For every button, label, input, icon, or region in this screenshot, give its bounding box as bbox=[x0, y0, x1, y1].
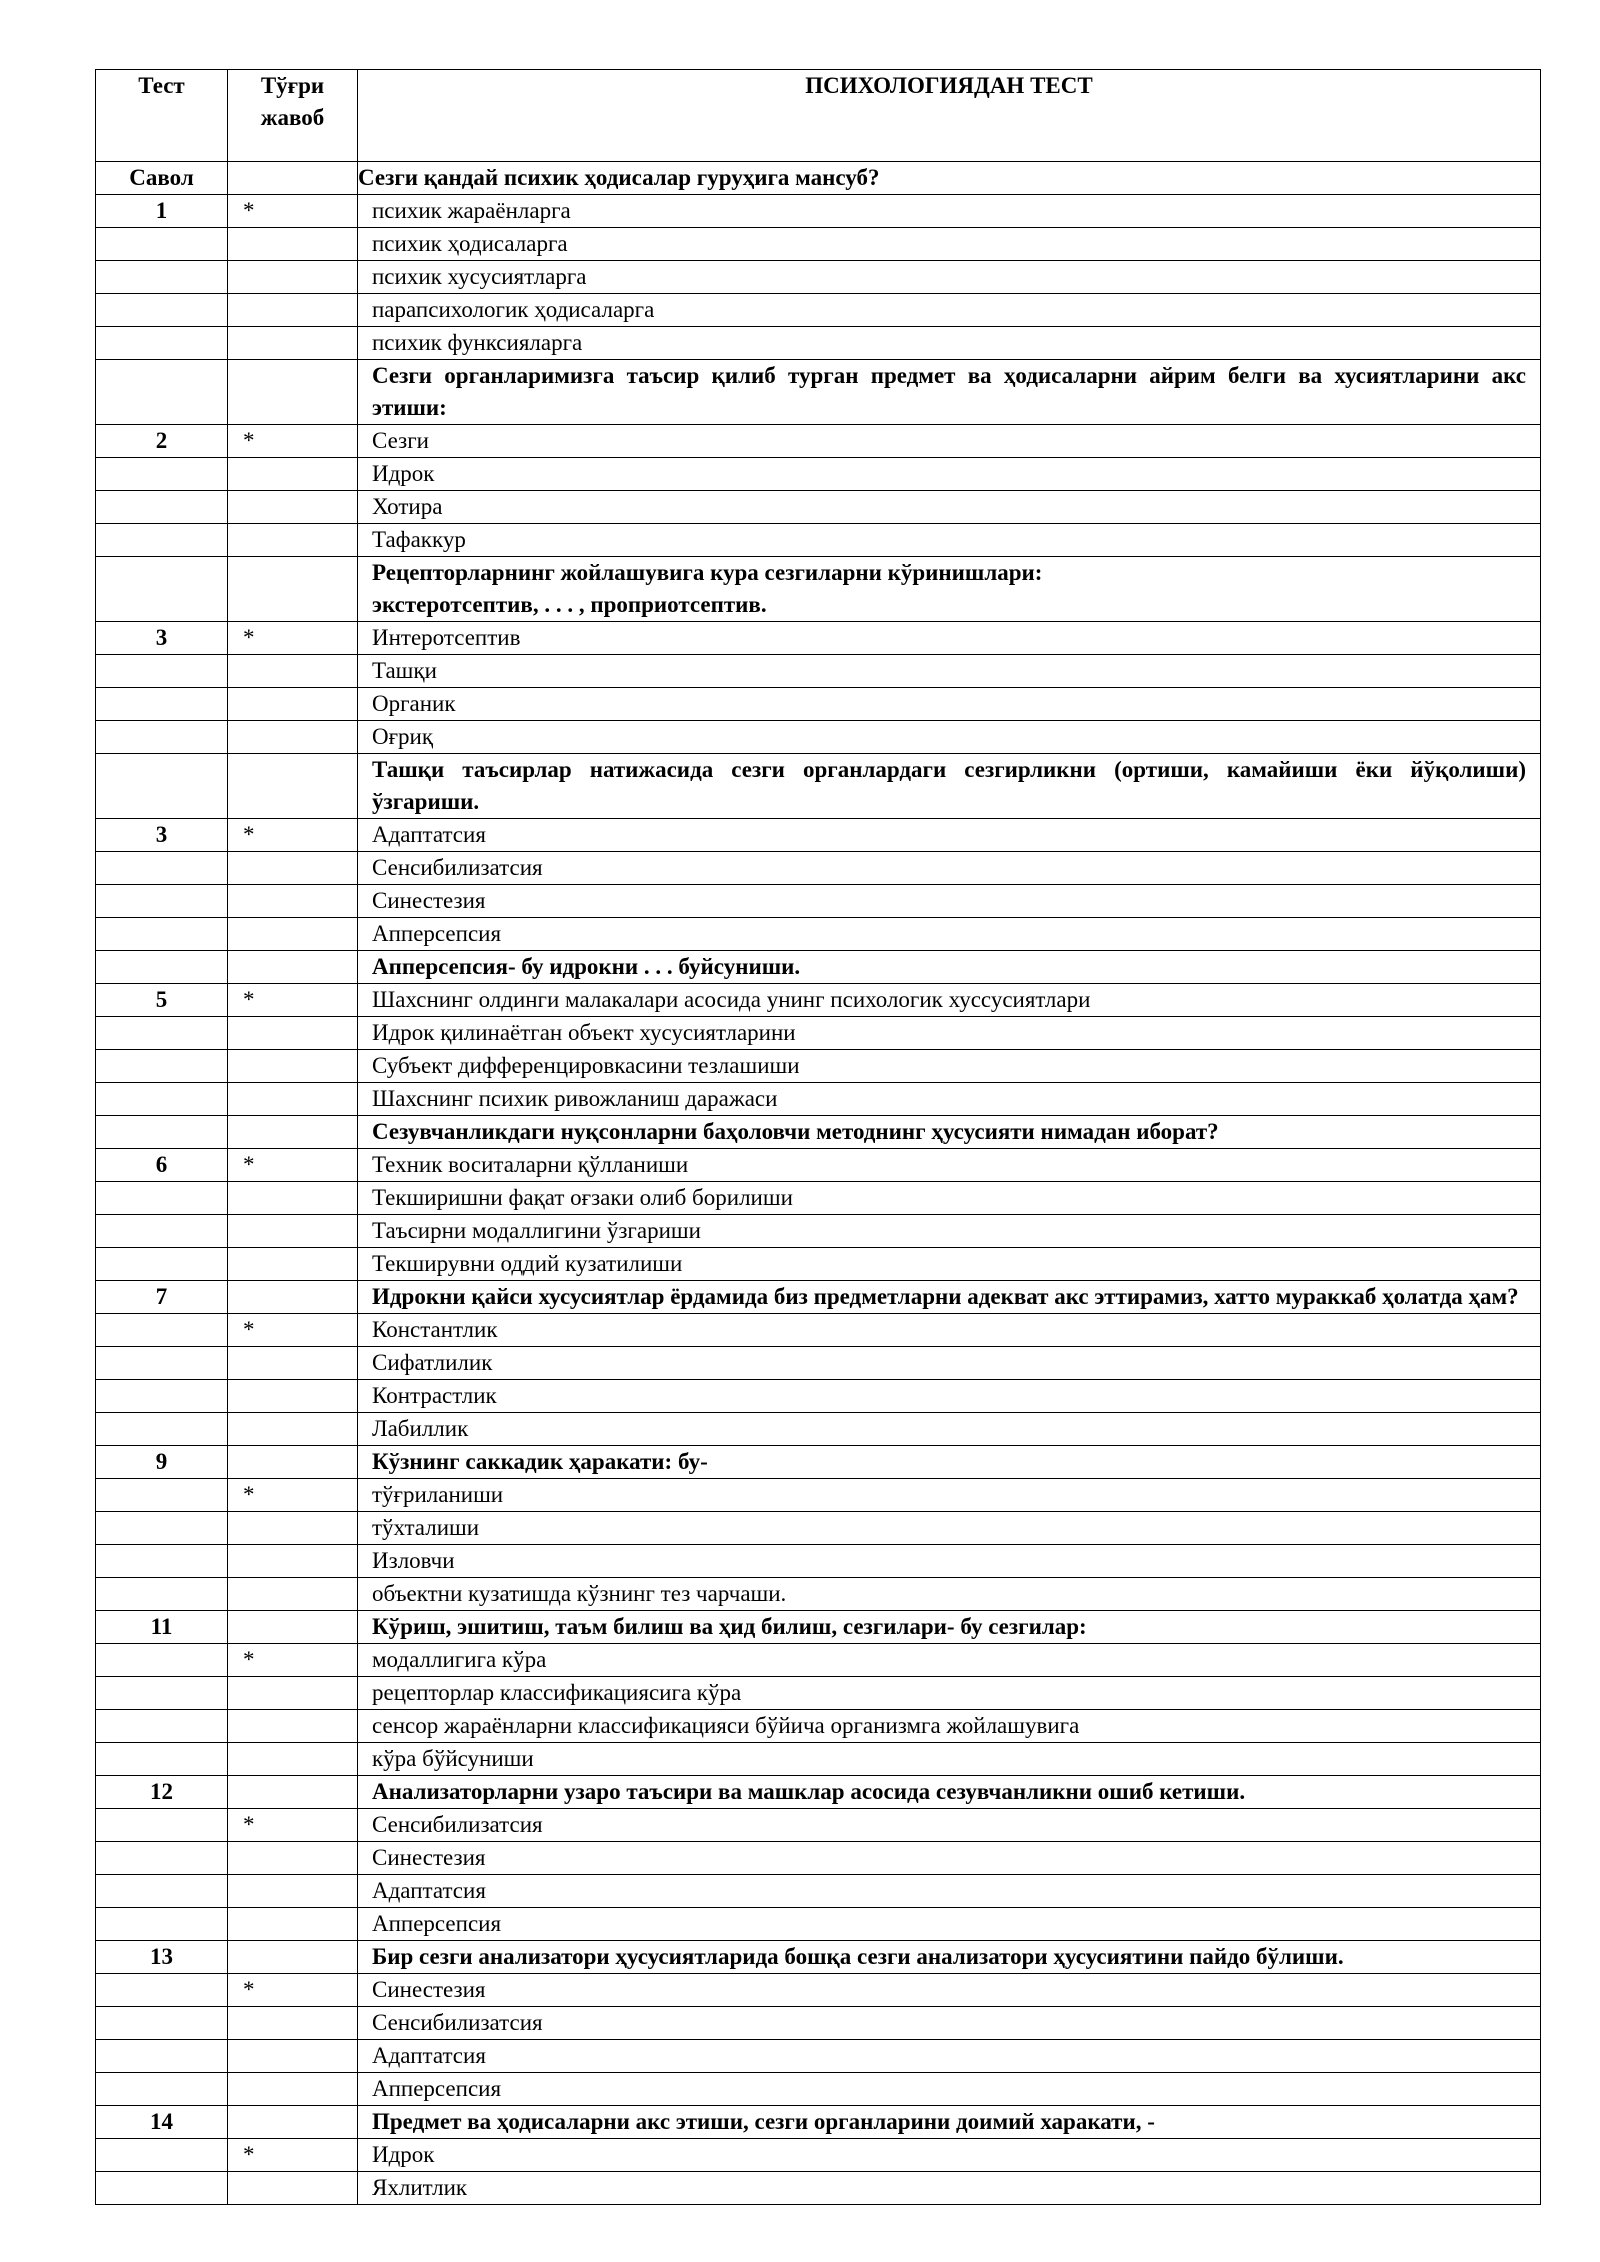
question-row bbox=[96, 1116, 1541, 1149]
answer-row bbox=[96, 1710, 1541, 1743]
question-number bbox=[96, 1908, 228, 1941]
question-number bbox=[96, 524, 228, 557]
answer-option-text: Сифатлилик bbox=[358, 1347, 1541, 1380]
answer-row bbox=[96, 852, 1541, 885]
answer-option-text: психик жараёнларга bbox=[358, 195, 1541, 228]
answer-row bbox=[96, 458, 1541, 491]
correct-answer-mark bbox=[228, 1050, 358, 1083]
question-number: 7 bbox=[96, 1281, 228, 1314]
correct-answer-mark: * bbox=[228, 425, 358, 458]
question-number bbox=[96, 458, 228, 491]
question-number bbox=[96, 2007, 228, 2040]
answer-option-text: Апперсепсия bbox=[358, 1908, 1541, 1941]
answer-option-text: Изловчи bbox=[358, 1545, 1541, 1578]
answer-row bbox=[96, 1182, 1541, 1215]
question-row bbox=[96, 360, 1541, 425]
answer-option-text: Апперсепсия bbox=[358, 2073, 1541, 2106]
answer-row bbox=[96, 425, 1541, 458]
answer-option-text: Органик bbox=[358, 688, 1541, 721]
answer-row bbox=[96, 1908, 1541, 1941]
correct-answer-mark: * bbox=[228, 984, 358, 1017]
correct-answer-mark bbox=[228, 1182, 358, 1215]
correct-answer-mark bbox=[228, 1083, 358, 1116]
question-number bbox=[96, 1347, 228, 1380]
question-number bbox=[96, 2172, 228, 2205]
correct-answer-mark bbox=[228, 1380, 358, 1413]
correct-answer-mark bbox=[228, 1677, 358, 1710]
question-number bbox=[96, 1974, 228, 2007]
correct-answer-mark: * bbox=[228, 622, 358, 655]
question-text: Апперсепсия- бу идрокни . . . буйсуниши. bbox=[358, 951, 1541, 984]
correct-answer-mark bbox=[228, 1281, 358, 1314]
correct-answer-mark bbox=[228, 1413, 358, 1446]
answer-row bbox=[96, 1347, 1541, 1380]
answer-row bbox=[96, 261, 1541, 294]
question-number: 5 bbox=[96, 984, 228, 1017]
question-row bbox=[96, 1776, 1541, 1809]
answer-option-text: Синестезия bbox=[358, 885, 1541, 918]
correct-answer-mark bbox=[228, 1545, 358, 1578]
header-row bbox=[96, 70, 1541, 162]
answer-row bbox=[96, 655, 1541, 688]
answer-row bbox=[96, 1380, 1541, 1413]
answer-row bbox=[96, 1974, 1541, 2007]
answer-row bbox=[96, 195, 1541, 228]
question-text: Сезги органларимизга таъсир қилиб турган предмет ва ҳодисаларни айрим белги ва хусиятларини акс этиши: bbox=[358, 360, 1541, 425]
question-number bbox=[96, 1512, 228, 1545]
answer-row bbox=[96, 1743, 1541, 1776]
correct-answer-mark bbox=[228, 1776, 358, 1809]
answer-row bbox=[96, 228, 1541, 261]
answer-row bbox=[96, 1149, 1541, 1182]
answer-row bbox=[96, 1545, 1541, 1578]
answer-option-text: Хотира bbox=[358, 491, 1541, 524]
answer-row bbox=[96, 1809, 1541, 1842]
correct-answer-mark: * bbox=[228, 195, 358, 228]
question-number bbox=[96, 2040, 228, 2073]
correct-answer-mark bbox=[228, 524, 358, 557]
answer-option-text: Сезги bbox=[358, 425, 1541, 458]
question-row bbox=[96, 1281, 1541, 1314]
answer-option-text: Техник воситаларни қўлланиши bbox=[358, 1149, 1541, 1182]
question-number bbox=[96, 1875, 228, 1908]
question-number: 11 bbox=[96, 1611, 228, 1644]
correct-answer-mark bbox=[228, 1941, 358, 1974]
question-number bbox=[96, 852, 228, 885]
question-number bbox=[96, 2139, 228, 2172]
question-number bbox=[96, 1677, 228, 1710]
question-number bbox=[96, 688, 228, 721]
correct-answer-mark: * bbox=[228, 1479, 358, 1512]
question-number bbox=[96, 754, 228, 819]
answer-row bbox=[96, 622, 1541, 655]
correct-answer-mark: * bbox=[228, 1809, 358, 1842]
question-number bbox=[96, 1050, 228, 1083]
correct-answer-mark bbox=[228, 918, 358, 951]
question-header-row bbox=[96, 162, 1541, 195]
answer-column-header: Тўғри жавоб bbox=[228, 70, 358, 162]
correct-answer-mark bbox=[228, 1842, 358, 1875]
correct-answer-mark: * bbox=[228, 1149, 358, 1182]
question-number bbox=[96, 327, 228, 360]
answer-row bbox=[96, 294, 1541, 327]
correct-answer-mark bbox=[228, 1446, 358, 1479]
answer-option-text: объектни кузатишда кўзнинг тез чарчаши. bbox=[358, 1578, 1541, 1611]
answer-row bbox=[96, 885, 1541, 918]
question-text: Идрокни қайси хусусиятлар ёрдамида биз предметларни адекват акс эттирамиз, хатто мураккаб ҳолатда ҳам? bbox=[358, 1281, 1541, 1314]
answer-option-text: Оғриқ bbox=[358, 721, 1541, 754]
answer-option-text: Таъсирни модаллигини ўзгариши bbox=[358, 1215, 1541, 1248]
answer-option-text: Идрок bbox=[358, 2139, 1541, 2172]
question-number bbox=[96, 1215, 228, 1248]
answer-option-text: Интеротсептив bbox=[358, 622, 1541, 655]
answer-row bbox=[96, 524, 1541, 557]
correct-answer-mark bbox=[228, 1116, 358, 1149]
correct-answer-mark bbox=[228, 2040, 358, 2073]
question-number: 9 bbox=[96, 1446, 228, 1479]
answer-option-text: Контрастлик bbox=[358, 1380, 1541, 1413]
question-number bbox=[96, 1083, 228, 1116]
answer-option-text: Текширишни фақат оғзаки олиб борилиши bbox=[358, 1182, 1541, 1215]
question-number: 2 bbox=[96, 425, 228, 458]
page-title: ПСИХОЛОГИЯДАН ТЕСТ bbox=[358, 70, 1541, 162]
answer-option-text: Синестезия bbox=[358, 1974, 1541, 2007]
correct-answer-mark bbox=[228, 2106, 358, 2139]
answer-row bbox=[96, 1050, 1541, 1083]
answer-option-text: Сенсибилизатсия bbox=[358, 852, 1541, 885]
answer-row bbox=[96, 1413, 1541, 1446]
answer-option-text: Ташқи bbox=[358, 655, 1541, 688]
correct-answer-mark bbox=[228, 491, 358, 524]
question-number bbox=[96, 1248, 228, 1281]
question-row bbox=[96, 1941, 1541, 1974]
correct-answer-mark bbox=[228, 327, 358, 360]
question-number bbox=[96, 1809, 228, 1842]
question-column-label: Савол bbox=[96, 162, 228, 195]
correct-answer-mark: * bbox=[228, 2139, 358, 2172]
question-text: Кўзнинг саккадик ҳаракати: бу- bbox=[358, 1446, 1541, 1479]
answer-option-text: Идрок қилинаётган объект хусусиятларини bbox=[358, 1017, 1541, 1050]
correct-answer-mark bbox=[228, 458, 358, 491]
question-number bbox=[96, 294, 228, 327]
answer-row bbox=[96, 1677, 1541, 1710]
correct-answer-mark bbox=[228, 261, 358, 294]
question-number bbox=[96, 1017, 228, 1050]
correct-answer-mark bbox=[228, 2073, 358, 2106]
answer-row bbox=[96, 721, 1541, 754]
correct-answer-mark bbox=[228, 655, 358, 688]
question-number bbox=[96, 918, 228, 951]
correct-answer-mark bbox=[228, 1017, 358, 1050]
question-number bbox=[96, 2073, 228, 2106]
answer-row bbox=[96, 2040, 1541, 2073]
correct-answer-mark bbox=[228, 721, 358, 754]
answer-option-text: парапсихологик ҳодисаларга bbox=[358, 294, 1541, 327]
question-number bbox=[96, 360, 228, 425]
correct-answer-mark bbox=[228, 688, 358, 721]
question-number bbox=[96, 261, 228, 294]
correct-answer-mark bbox=[228, 2172, 358, 2205]
correct-answer-mark bbox=[228, 1743, 358, 1776]
answer-option-text: Текширувни оддий кузатилиши bbox=[358, 1248, 1541, 1281]
answer-row bbox=[96, 1215, 1541, 1248]
correct-answer-mark: * bbox=[228, 1314, 358, 1347]
question-row bbox=[96, 754, 1541, 819]
answer-option-text: Тафаккур bbox=[358, 524, 1541, 557]
answer-row bbox=[96, 1875, 1541, 1908]
question-text: Кўриш, эшитиш, таъм билиш ва ҳид билиш, сезгилари- бу сезгилар: bbox=[358, 1611, 1541, 1644]
answer-row bbox=[96, 1083, 1541, 1116]
question-number bbox=[96, 1479, 228, 1512]
question-number bbox=[96, 1413, 228, 1446]
question-number bbox=[96, 1644, 228, 1677]
question-row bbox=[96, 1611, 1541, 1644]
correct-answer-mark bbox=[228, 951, 358, 984]
question-number bbox=[96, 557, 228, 622]
correct-answer-mark bbox=[228, 1908, 358, 1941]
answer-row bbox=[96, 688, 1541, 721]
answer-option-text: сенсор жараёнларни классификацияси бўйича организмга жойлашувига bbox=[358, 1710, 1541, 1743]
question-number bbox=[96, 1314, 228, 1347]
question-text: Сезувчанликдаги нуқсонларни баҳоловчи методнинг ҳусусияти нимадан иборат? bbox=[358, 1116, 1541, 1149]
question-number bbox=[96, 491, 228, 524]
question-number bbox=[96, 1380, 228, 1413]
question-number bbox=[96, 655, 228, 688]
question-text: Бир сезги анализатори ҳусусиятларида бошқа сезги анализатори ҳусусиятини пайдо бўлиши. bbox=[358, 1941, 1541, 1974]
question-number bbox=[96, 1578, 228, 1611]
question-number: 12 bbox=[96, 1776, 228, 1809]
answer-row bbox=[96, 2073, 1541, 2106]
correct-answer-mark bbox=[228, 1248, 358, 1281]
answer-row bbox=[96, 1512, 1541, 1545]
answer-option-text: Сенсибилизатсия bbox=[358, 1809, 1541, 1842]
question-number bbox=[96, 1116, 228, 1149]
question-number bbox=[96, 951, 228, 984]
correct-answer-mark bbox=[228, 1710, 358, 1743]
answer-row bbox=[96, 819, 1541, 852]
answer-option-text: Апперсепсия bbox=[358, 918, 1541, 951]
answer-row bbox=[96, 1644, 1541, 1677]
first-question-text: Сезги қандай психик ҳодисалар гуруҳига мансуб? bbox=[358, 162, 1541, 195]
answer-option-text: психик хусусиятларга bbox=[358, 261, 1541, 294]
correct-answer-mark bbox=[228, 228, 358, 261]
correct-answer-mark: * bbox=[228, 1974, 358, 2007]
answer-row bbox=[96, 1314, 1541, 1347]
question-number: 3 bbox=[96, 622, 228, 655]
answer-option-text: психик функсияларга bbox=[358, 327, 1541, 360]
question-number: 6 bbox=[96, 1149, 228, 1182]
question-number: 3 bbox=[96, 819, 228, 852]
correct-answer-mark bbox=[228, 885, 358, 918]
question-number: 14 bbox=[96, 2106, 228, 2139]
test-column-header: Тест bbox=[96, 70, 228, 162]
answer-option-text: психик ҳодисаларга bbox=[358, 228, 1541, 261]
question-number bbox=[96, 1842, 228, 1875]
answer-row bbox=[96, 327, 1541, 360]
answer-option-text: Лабиллик bbox=[358, 1413, 1541, 1446]
answer-option-text: тўғриланиши bbox=[358, 1479, 1541, 1512]
answer-option-text: модаллигига кўра bbox=[358, 1644, 1541, 1677]
correct-answer-mark: * bbox=[228, 819, 358, 852]
correct-answer-mark bbox=[228, 1611, 358, 1644]
question-number bbox=[96, 1710, 228, 1743]
answer-option-text: рецепторлар классификациясига кўра bbox=[358, 1677, 1541, 1710]
question-number bbox=[96, 1545, 228, 1578]
answer-row bbox=[96, 491, 1541, 524]
question-text: Ташқи таъсирлар натижасида сезги органлардаги сезгирликни (ортиши, камайиши ёки йўқолиши) ўзгариши. bbox=[358, 754, 1541, 819]
correct-answer-mark: * bbox=[228, 1644, 358, 1677]
question-number: 13 bbox=[96, 1941, 228, 1974]
question-row bbox=[96, 2106, 1541, 2139]
answer-row bbox=[96, 984, 1541, 1017]
correct-answer-mark bbox=[228, 1215, 358, 1248]
correct-answer-mark bbox=[228, 294, 358, 327]
question-number bbox=[96, 228, 228, 261]
answer-option-text: Шахснинг психик ривожланиш даражаси bbox=[358, 1083, 1541, 1116]
answer-option-text: Адаптатсия bbox=[358, 2040, 1541, 2073]
answer-option-text: Яхлитлик bbox=[358, 2172, 1541, 2205]
answer-option-text: Идрок bbox=[358, 458, 1541, 491]
answer-option-text: кўра бўйсуниши bbox=[358, 1743, 1541, 1776]
answer-row bbox=[96, 2007, 1541, 2040]
answer-option-text: Шахснинг олдинги малакалари асосида унинг психологик хуссусиятлари bbox=[358, 984, 1541, 1017]
correct-answer-mark bbox=[228, 2007, 358, 2040]
answer-option-text: Константлик bbox=[358, 1314, 1541, 1347]
answer-row bbox=[96, 1248, 1541, 1281]
correct-answer-mark bbox=[228, 557, 358, 622]
empty-cell bbox=[228, 162, 358, 195]
question-number bbox=[96, 885, 228, 918]
answer-option-text: Адаптатсия bbox=[358, 819, 1541, 852]
question-number bbox=[96, 721, 228, 754]
answer-row bbox=[96, 918, 1541, 951]
correct-answer-mark bbox=[228, 360, 358, 425]
answer-option-text: тўхталиши bbox=[358, 1512, 1541, 1545]
answer-row bbox=[96, 1479, 1541, 1512]
answer-row bbox=[96, 2139, 1541, 2172]
question-text: Рецепторларнинг жойлашувига кура сезгиларни кўринишлари: экстеротсептив, . . . , проприотсептив. bbox=[358, 557, 1541, 622]
question-number: 1 bbox=[96, 195, 228, 228]
answer-row bbox=[96, 1842, 1541, 1875]
answer-option-text: Сенсибилизатсия bbox=[358, 2007, 1541, 2040]
correct-answer-mark bbox=[228, 1512, 358, 1545]
question-number bbox=[96, 1743, 228, 1776]
answer-row bbox=[96, 2172, 1541, 2205]
question-text: Предмет ва ҳодисаларни акс этиши, сезги органларини доимий харакати, - bbox=[358, 2106, 1541, 2139]
test-table bbox=[95, 69, 1541, 2205]
answer-option-text: Субъект дифференцировкасини тезлашиши bbox=[358, 1050, 1541, 1083]
question-text: Анализаторларни узаро таъсири ва машклар асосида сезувчанликни ошиб кетиши. bbox=[358, 1776, 1541, 1809]
question-row bbox=[96, 1446, 1541, 1479]
correct-answer-mark bbox=[228, 1578, 358, 1611]
answer-row bbox=[96, 1017, 1541, 1050]
question-row bbox=[96, 951, 1541, 984]
answer-row bbox=[96, 1578, 1541, 1611]
correct-answer-mark bbox=[228, 852, 358, 885]
answer-option-text: Адаптатсия bbox=[358, 1875, 1541, 1908]
correct-answer-mark bbox=[228, 1875, 358, 1908]
correct-answer-mark bbox=[228, 754, 358, 819]
answer-option-text: Синестезия bbox=[358, 1842, 1541, 1875]
question-row bbox=[96, 557, 1541, 622]
question-number bbox=[96, 1182, 228, 1215]
correct-answer-mark bbox=[228, 1347, 358, 1380]
